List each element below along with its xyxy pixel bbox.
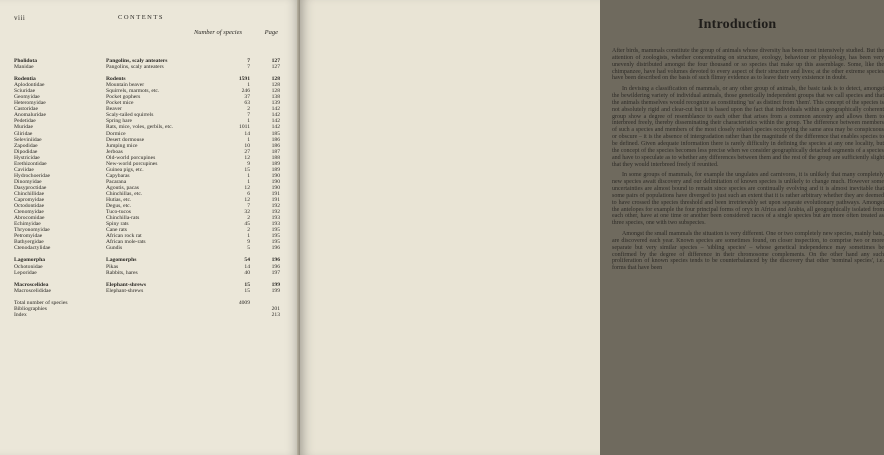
page-ref: 142 [271,124,280,131]
family-name: Rodentia [14,76,36,83]
page-ref: 193 [271,221,280,228]
page-ref: 187 [271,148,280,155]
common-name: Pangolins, scaly anteaters [106,64,164,71]
chapter-title: Introduction [698,17,777,32]
species-count: 1591 [238,76,250,83]
species-count: 14 [244,130,250,137]
common-name: Pocket mice [106,100,134,107]
species-count: 7 [247,64,250,71]
common-name: Agoutis, pacas [106,184,139,191]
family-name: Hydrochoeridae [14,172,51,179]
family-name: Ctenomyidae [14,209,44,216]
species-count: 2 [247,227,250,234]
common-name: Pocket gophers [106,94,141,101]
species-count: 12 [244,184,250,191]
common-name: Pikas [106,263,119,270]
page-ref: 142 [271,112,280,119]
page-ref: 196 [271,263,280,270]
species-count: 32 [244,209,250,216]
common-name: Rabbits, hares [106,269,138,276]
page-ref: 186 [271,136,280,143]
species-count: 63 [244,100,250,107]
page-number: viii [14,14,26,22]
common-name: Capybaras [106,172,130,179]
family-name: Anomaluridae [14,112,46,119]
page-ref: 201 [271,305,280,312]
page-ref: 127 [271,58,280,64]
family-name: Erethizontidae [14,160,47,167]
species-count: 40 [244,269,250,276]
common-name: Cane rats [106,227,127,234]
page-ref: 186 [271,142,280,149]
common-name: African rock rat [106,233,142,240]
page-ref: 196 [271,245,280,252]
page-ref: 189 [271,160,280,167]
page-ref: 196 [271,257,280,264]
common-name: Guinea pigs, etc. [106,166,144,173]
number-of-species-header: Number of species [193,29,242,36]
species-count: 4009 [238,299,250,306]
page-ref: 199 [271,287,280,294]
family-name: Aplodontidae [14,82,45,89]
page-ref: 199 [271,281,280,288]
family-name: Lagomorpha [14,257,46,264]
species-count: 246 [241,88,250,95]
species-count: 15 [244,281,250,288]
family-name: Petromyidae [14,233,43,240]
common-name: Spiny rats [106,221,129,228]
page-ref: 213 [271,311,280,318]
contents-table [14,58,286,318]
page-ref: 189 [271,166,280,173]
family-name: Bathyergidae [14,239,44,246]
common-name: Jerboas [106,148,123,155]
species-count: 1 [247,172,250,179]
common-name: Chinchillas, etc. [106,190,143,197]
page-ref: 139 [271,100,280,107]
page-ref: 195 [271,233,280,240]
common-name: Lagomorphs [106,257,137,264]
family-name: Dinomyidae [14,178,42,185]
page-ref: 128 [271,82,280,89]
species-count: 7 [247,58,250,64]
common-name: Rodents [106,76,126,83]
species-count: 12 [244,154,250,161]
page-ref: 128 [271,88,280,95]
species-count: 5 [247,245,250,252]
family-name: Sciuridae [14,88,36,95]
family-name: Pedetidae [14,118,36,125]
page-ref: 188 [271,154,280,161]
common-name: Gundis [106,245,123,252]
family-name: Manidae [14,64,34,71]
common-name: New-world porcupines [106,160,158,167]
family-name: Total number of species [14,299,68,306]
page-ref: 192 [271,209,280,216]
family-name: Dipodidae [14,148,38,155]
family-name: Ochotonidae [14,263,43,270]
paragraph: In devising a classification of mammals, or any other group of animals, the basic task is to detect, amongst the bewildering variety of individual animals, those genetically independent groups that we call species and that the animals themselves would recognize as constituting 'us' as distinct from 'them'. This concept of the species is not absolutely rigid and clear-cut but it is based upon the fact that individuals within a geographically coherent group show a degree of resemblance to each other that arises from a common ancestry and allows them to interbreed freely, thereby disseminating their characteristics within the group. The difference between members of such a species and members of the most closely related species occupying the same area may be conspicuous or obscure – it is the absence of intergradation rather than the magnitude of the difference that enables species to be defined. Given adequate information there is rarely difficulty in defining the species at any one locality, but the concept of the species becomes less precise when we consider geographically detached segments of a species and have to speculate as to whether any differences between them and the rest of the group are sufficiently slight that they would interbreed freely if reunited. [612,86,884,168]
species-count: 1 [247,233,250,240]
species-count: 15 [244,287,250,294]
page-ref: 190 [271,178,280,185]
species-count: 2 [247,215,250,222]
species-count: 7 [247,112,250,119]
common-name: Squirrels, marmots, etc. [106,88,160,95]
family-name: Seleviniidae [14,136,42,143]
species-count: 14 [244,263,250,270]
page-ref: 195 [271,227,280,234]
species-count: 45 [244,221,250,228]
contents-page [0,0,300,455]
common-name: Elephant-shrews [106,287,144,294]
species-count: 6 [247,190,250,197]
species-count: 54 [244,257,250,264]
common-name: Beaver [106,106,122,113]
family-name: Echimyidae [14,221,41,228]
common-name: Jumping mice [106,142,138,149]
family-name: Muridae [14,124,33,131]
contents-row [14,312,286,318]
common-name: Dormice [106,130,126,137]
family-name: Pholidota [14,58,38,64]
common-name: Rats, mice, voles, gerbils, etc. [106,124,173,131]
page-header: Page [264,29,278,36]
species-count: 37 [244,94,250,101]
running-head: CONTENTS [118,14,164,21]
common-name: Desert dormouse [106,136,145,143]
common-name: Elephant-shrews [106,281,146,288]
page-ref: 193 [271,215,280,222]
species-count: 1 [247,136,250,143]
page-ref: 185 [271,130,280,137]
page-ref: 190 [271,172,280,179]
page-ref: 190 [271,184,280,191]
common-name: Spring hare [106,118,132,125]
page-ref: 191 [271,197,280,204]
family-name: Macroscelididae [14,287,51,294]
page-ref: 191 [271,190,280,197]
page-ref: 138 [271,94,280,101]
page-ref: 128 [271,76,280,83]
family-name: Chinchillidae [14,190,45,197]
species-count: 15 [244,166,250,173]
common-name: Mountain beaver [106,82,145,89]
common-name: Pangolins, scaly anteaters [106,58,168,64]
common-name: Scaly-tailed squirrels [106,112,154,119]
common-name: Tuco-tucos [106,209,131,216]
page-ref: 142 [271,106,280,113]
family-name: Dasyproctidae [14,184,47,191]
species-count: 27 [244,148,250,155]
family-name: Ctenodactylidae [14,245,51,252]
species-count: 12 [244,197,250,204]
common-name: Old-world porcupines [106,154,156,161]
page-ref: 192 [271,203,280,210]
page-ref: 195 [271,239,280,246]
family-name: Octodontidae [14,203,45,210]
species-count: 1 [247,178,250,185]
common-name: Chinchilla-rats [106,215,140,222]
paragraph: After birds, mammals constitute the group of animals whose diversity has been most intensively studied. But the attention of zoologists, whether concentrating on structure, ecology, behaviour or physiology, has been very unevenly distributed amongst the four thousand or so species that make up this assemblage. Some, like the chimpanzee, have had volumes devoted to every aspect of their structure and lives; at the other extreme species have been described on the basis of such flimsy evidence as to leave their very existence in doubt. [612,48,884,82]
family-name: Leporidae [14,269,37,276]
family-name: Capromyidae [14,197,45,204]
paragraph: In some groups of mammals, for example the ungulates and carnivores, it is unlikely that many completely new species await discovery and our delimitation of known species is unlikely to change much. However some uncertainties are almost bound to remain since species are continually evolving and it is almost inevitable that some pairs of populations have diverged to just such an extent that it is rather arbitrary whether they are deemed to have crossed the species threshold and been irretrievably set upon separate evolutionary pathways. Amongst the antelopes for example the four principal forms of oryx in Africa and Arabia, all geographically isolated from each other, have at one time or another been considered races of a single species but are more often treated as three species, one with two subspecies. [612,172,884,227]
family-name: Zapodidae [14,142,38,149]
family-name: Index [14,311,27,318]
family-name: Macroscelidea [14,281,49,288]
family-name: Castoridae [14,106,38,113]
family-name: Gliridae [14,130,33,137]
family-name: Hystricidae [14,154,40,161]
family-name: Geomyidae [14,94,40,101]
species-count: 2 [247,106,250,113]
common-name: Hutias, etc. [106,197,132,204]
paragraph: Amongst the small mammals the situation is very different. One or two completely new species, mainly bats, are discovered each year. Known species are sometimes found, on closer inspection, to comprise two or more separate but very similar species – 'sibling species' – whose genetical independence may sometimes be confirmed by the degree of difference in their chromosome complements. On the other hand any such proliferation of known species tends to be counterbalanced by the discovery that other 'nominal species', i.e. forms that have been [612,231,884,272]
family-name: Thryonomyidae [14,227,50,234]
species-count: 1011 [239,124,250,131]
species-count: 9 [247,160,250,167]
species-count: 7 [247,203,250,210]
common-name: African mole-rats [106,239,146,246]
common-name: Degus, etc. [106,203,132,210]
family-name: Caviidae [14,166,34,173]
species-count: 10 [244,142,250,149]
family-name: Abrocomidae [14,215,45,222]
body-text [612,48,884,276]
species-count: 1 [247,82,250,89]
page-ref: 142 [271,118,280,125]
family-name: Heteromyidae [14,100,46,107]
page-ref: 127 [271,64,280,71]
introduction-page [300,0,884,455]
page-ref: 197 [271,269,280,276]
species-count: 9 [247,239,250,246]
species-count: 1 [247,118,250,125]
family-name: Bibliographies [14,305,47,312]
common-name: Pacarana [106,178,127,185]
